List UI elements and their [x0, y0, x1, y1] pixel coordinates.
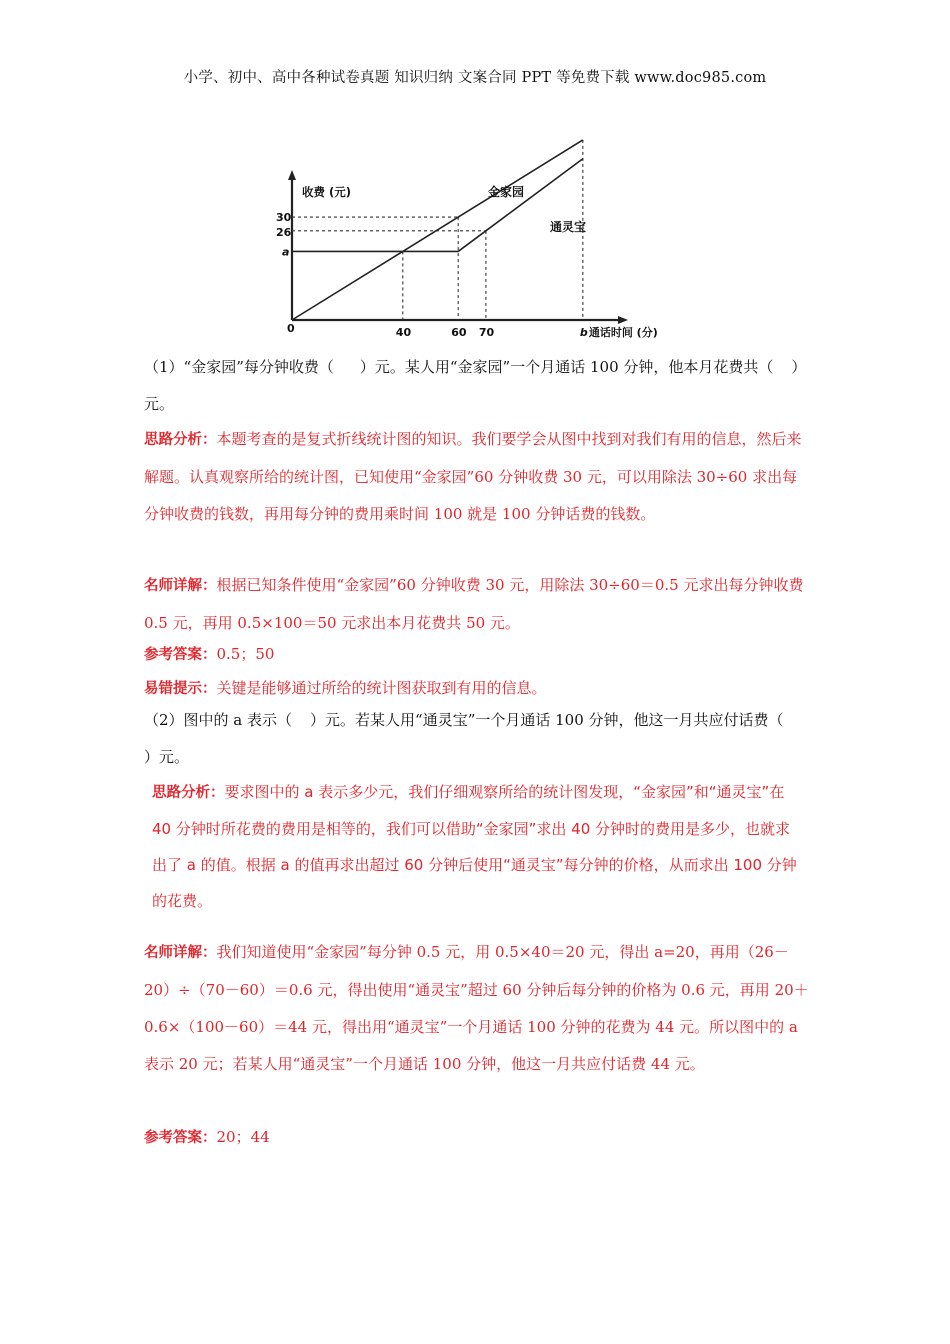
question-1 — [144, 349, 810, 423]
x-tick-40: 40 — [395, 326, 412, 339]
q1-detail — [144, 567, 810, 642]
x-tick-b: b — [579, 326, 588, 339]
series-jinjiayuan-line — [292, 140, 583, 320]
y-tick-30: 30 — [276, 211, 292, 225]
q1-detail-text: 根据已知条件使用“金家园”60 分钟收费 30 元，用除法 30÷60＝0.5 元求出每分钟收费 0.5 元，再用 0.5×100＝50 元求出本月花费共 50 元。 — [144, 576, 804, 632]
q1-tip-label: 易错提示： — [144, 681, 217, 697]
q2-detail-label: 名师详解： — [144, 945, 217, 961]
q1-answer-text: 0.5；50 — [216, 645, 275, 663]
y-tick-26: 26 — [276, 225, 292, 239]
q1-prefix: （1）“金家园”每分钟收费（ — [144, 358, 334, 376]
x-tick-60: 60 — [451, 326, 467, 339]
legend-jinjiayuan: 金家园 — [488, 185, 525, 199]
q1-detail-label: 名师详解： — [144, 578, 217, 594]
q2-answer — [144, 1119, 810, 1157]
q1-suffix: ）元。 — [144, 358, 807, 413]
q2-answer-text: 20；44 — [216, 1128, 270, 1146]
q2-detail-text: 我们知道使用“金家园”每分钟 0.5 元，用 0.5×40＝20 元，得出 a=20，再用（26－20）÷（70－60）＝0.6 元，得出使用“通灵宝”超过 60 分钟后每分钟的价格为 0.6 元，再用 20＋0.6×（100－60）＝44 元，得出用“通灵宝”一个月通话 100 分钟的花费为 44 元。所以图中的 a 表示 20 元；若某人用“通灵宝”一个月通话 100 分钟，他这一月共应付话费 44 元。 — [144, 943, 809, 1073]
series-tonglingbao-line — [292, 159, 583, 252]
q1-analysis — [144, 421, 810, 533]
q1-answer — [144, 636, 810, 674]
q2-suffix: ）元。 — [144, 748, 190, 766]
page-header: 小学、初中、高中各种试卷真题 知识归纳 文案合同 PPT 等免费下载 www.doc985.com — [183, 70, 767, 86]
x-tick-70: 70 — [478, 326, 495, 339]
q1-answer-label: 参考答案： — [144, 647, 217, 663]
question-2 — [144, 702, 810, 776]
y-axis-arrow — [288, 170, 296, 180]
q2-analysis-label: 思路分析： — [152, 785, 225, 801]
q1-analysis-label: 思路分析： — [144, 432, 217, 448]
q2-answer-label: 参考答案： — [144, 1130, 217, 1146]
line-chart — [268, 148, 658, 344]
q2-detail — [144, 934, 810, 1083]
x-tick-0: 0 — [287, 322, 295, 335]
q1-tip-text: 关键是能够通过所给的统计图获取到有用的信息。 — [216, 679, 547, 697]
y-tick-a: a — [282, 245, 290, 259]
q1-analysis-text: 本题考查的是复式折线统计图的知识。我们要学会从图中找到对我们有用的信息，然后来解题。认真观察所给的统计图，已知使用“金家园”60 分钟收费 30 元，可以用除法 30÷60 求出每分钟收费的钱数，再用每分钟的费用乘时间 100 就是 100 分钟话费的钱数。 — [144, 430, 802, 523]
x-axis-label: 通话时间 (分) — [588, 326, 658, 339]
q1-mid: ）元。某人用“金家园”一个月通话 100 分钟，他本月花费共（ — [359, 358, 774, 376]
q2-mid: ）元。若某人用“通灵宝”一个月通话 100 分钟，他这一月共应付话费（ — [310, 711, 784, 729]
y-axis-label: 收费 (元) — [302, 185, 352, 199]
q2-prefix: （2）图中的 a 表示（ — [144, 711, 293, 729]
q2-analysis-text: 要求图中的 a 表示多少元，我们仔细观察所给的统计图发现，“金家园”和“通灵宝”在 40 分钟时所花费的费用是相等的，我们可以借助“金家园”求出 40 分钟时的费用是多少，也就求出了 a 的值。根据 a 的值再求出超过 60 分钟后使用“通灵宝”每分钟的价格，从而求出 100 分钟的花费。 — [152, 783, 797, 910]
q2-analysis — [152, 774, 802, 919]
legend-tonglingbao: 通灵宝 — [550, 220, 587, 234]
x-axis-arrow — [618, 316, 628, 324]
